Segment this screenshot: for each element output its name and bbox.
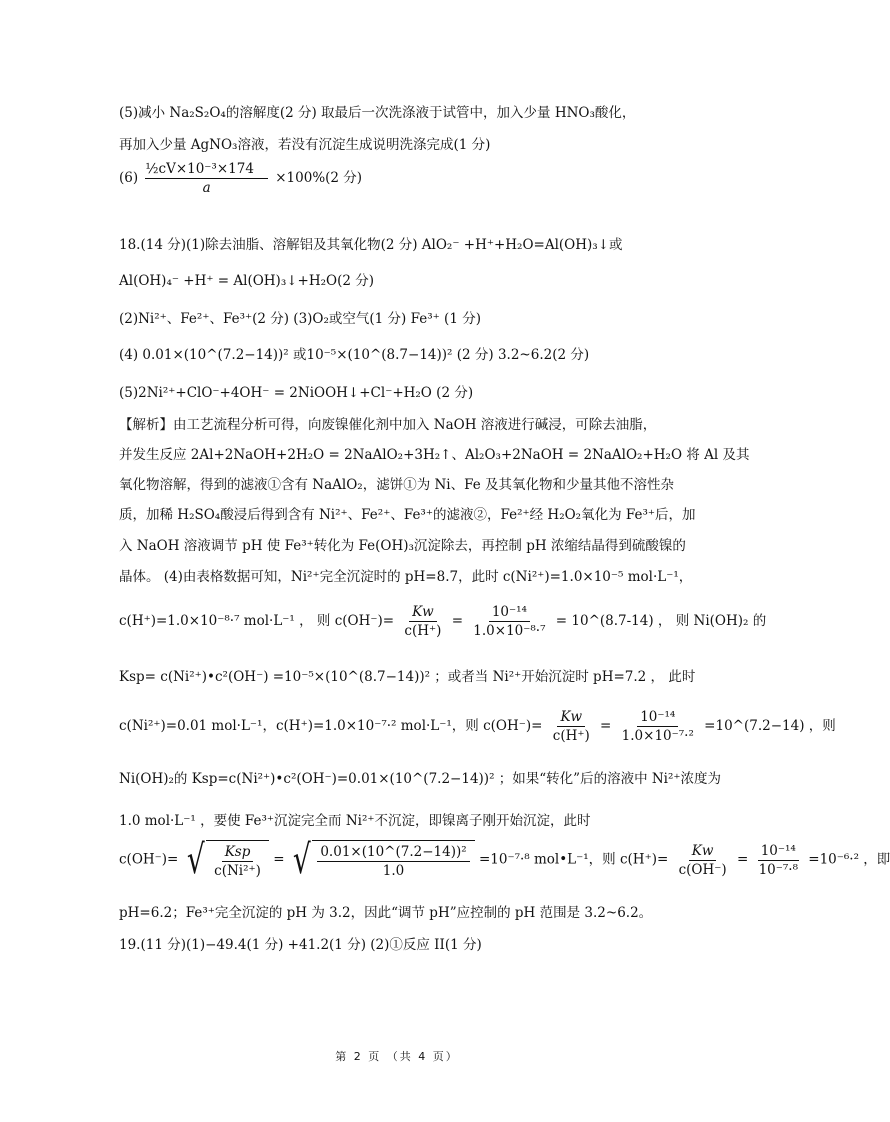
answer-6-fraction [145, 160, 268, 197]
answer-6-numerator: ½cV×10⁻³×174 [145, 160, 268, 179]
sqrt-1 [183, 837, 269, 883]
q18-line-4: (4) 0.01×(10^(7.2−14))² 或10⁻⁵×(10^(8.7−14))² (2 分) 3.2~6.2(2 分) [119, 347, 590, 363]
analysis-7-text-a: c(H⁺)=1.0×10⁻⁸·⁷ mol·L⁻¹ ， 则 c(OH⁻)= [119, 613, 395, 629]
value-denominator-3: 1.0 [382, 863, 405, 879]
value-denominator-2: 1.0×10⁻⁷·² [621, 728, 694, 744]
q18-line-5: (5)2Ni²⁺+ClO⁻+4OH⁻ = 2NiOOH↓+Cl⁻+H₂O (2 分) [119, 385, 474, 401]
analysis-line-13: pH=6.2；Fe³⁺完全沉淀的 pH 为 3.2，因此“调节 pH”应控制的 pH 范围是 3.2~6.2。 [119, 905, 653, 921]
value-denominator-4: 10⁻⁷·⁸ [758, 861, 798, 878]
q18-line-2: Al(OH)₄⁻ +H⁺ = Al(OH)₃↓+H₂O(2 分) [119, 273, 375, 289]
value-numerator-3: 0.01×(10^(7.2−14))² [317, 843, 469, 862]
h-denominator-2: c(H⁺) [552, 728, 590, 744]
answer-6-formula [119, 160, 362, 197]
analysis-9-text-c: =10^(7.2−14) ，则 [704, 718, 836, 734]
answer-5-line-1: (5)减小 Na₂S₂O₄的溶解度(2 分) 取最后一次洗涤液于试管中，加入少量 HNO₃酸化， [119, 105, 636, 121]
analysis-line-2: 并发生反应 2Al+2NaOH+2H₂O = 2NaAlO₂+3H₂↑、Al₂O₃+2NaOH = 2NaAlO₂+H₂O 将 Al 及其 [119, 447, 750, 463]
value-fraction-4 [756, 842, 801, 879]
answer-6-denominator: a [202, 180, 211, 196]
ksp-fraction [211, 843, 264, 880]
value-denominator: 1.0×10⁻⁸·⁷ [473, 623, 546, 639]
value-fraction [470, 603, 548, 640]
radical-sign-2: √ [292, 837, 311, 883]
analysis-line-4: 质，加稀 H₂SO₄酸浸后得到含有 Ni²⁺、Fe²⁺、Fe³⁺的滤液②，Fe²⁺经 H₂O₂氧化为 Fe³⁺后，加 [119, 507, 696, 523]
radical-sign-1: √ [186, 837, 205, 883]
q18-line-3: (2)Ni²⁺、Fe²⁺、Fe³⁺(2 分) (3)O₂或空气(1 分) Fe³⁺ (1 分) [119, 311, 481, 327]
analysis-line-6: 晶体。 (4)由表格数据可知，Ni²⁺完全沉淀时的 pH=8.7，此时 c(Ni²⁺)=1.0×10⁻⁵ mol·L⁻¹， [119, 569, 693, 585]
kw-numerator: Kw [409, 603, 437, 622]
analysis-line-1: 【解析】由工艺流程分析可得，向废镍催化剂中加入 NaOH 溶液进行碱浸，可除去油脂， [119, 417, 657, 433]
answer-6-label: (6) [119, 170, 139, 186]
q18-line-1: 18.(14 分)(1)除去油脂、溶解铝及其氧化物(2 分) AlO₂⁻ +H⁺+H₂O=Al(OH)₃↓或 [119, 237, 623, 253]
analysis-12-text-c: =10⁻⁶·² ，即 [808, 851, 890, 868]
value-fraction-2 [619, 708, 697, 745]
analysis-12-text-b: =10⁻⁷·⁸ mol•L⁻¹，则 c(H⁺)= [478, 851, 669, 868]
h-denominator: c(H⁺) [404, 623, 442, 639]
value-numerator: 10⁻¹⁴ [489, 603, 530, 622]
answer-6-suffix: ×100%(2 分) [275, 170, 363, 186]
analysis-9-text-a: c(Ni²⁺)=0.01 mol·L⁻¹，c(H⁺)=1.0×10⁻⁷·² mol·L⁻¹，则 c(OH⁻)= [119, 718, 543, 734]
kw-over-h-fraction-2 [550, 708, 593, 745]
value-numerator-4: 10⁻¹⁴ [758, 842, 799, 861]
sqrt-2 [289, 837, 475, 883]
analysis-line-10: Ni(OH)₂的 Ksp=c(Ni²⁺)•c²(OH⁻)=0.01×(10^(7.2−14))² ；如果“转化”后的溶液中 Ni²⁺浓度为 [119, 771, 722, 787]
analysis-line-9: c(Ni²⁺)=0.01 mol·L⁻¹，c(H⁺)=1.0×10⁻⁷·² mol·L⁻¹，则 c(OH⁻)= $\frac{Kw}{c(H^+)}$ = $\frac{\text{10⁻¹⁴}}{\text{1.0×10⁻⁷·²}}$ =10^(7.2−14) ，则 [119, 709, 836, 744]
analysis-7-text-c: = 10^(8.7-14) ， 则 Ni(OH)₂ 的 [555, 613, 767, 629]
answer-5-line-2: 再加入少量 AgNO₃溶液，若没有沉淀生成说明洗涤完成(1 分) [119, 137, 491, 153]
kw-over-h-fraction [401, 603, 444, 640]
analysis-line-5: 入 NaOH 溶液调节 pH 使 Fe³⁺转化为 Fe(OH)₃沉淀除去，再控制 pH 浓缩结晶得到硫酸镍的 [119, 538, 686, 554]
value-numerator-2: 10⁻¹⁴ [637, 708, 678, 727]
analysis-line-8: Ksp= c(Ni²⁺)•c²(OH⁻) =10⁻⁵×(10^(8.7−14))² ；或者当 Ni²⁺开始沉淀时 pH=7.2 ， 此时 [119, 669, 696, 685]
value-fraction-3 [317, 843, 469, 880]
kw-numerator-3: Kw [689, 842, 717, 861]
kw-numerator-2: Kw [557, 708, 585, 727]
q19-line-1: 19.(11 分)(1)−49.4(1 分) +41.2(1 分) (2)①反应 II(1 分) [119, 937, 482, 953]
page-footer: 第 2 页 （共 4 页） [335, 1050, 459, 1063]
ni-denominator: c(Ni²⁺) [214, 863, 261, 879]
analysis-line-3: 氧化物溶解，得到的滤液①含有 NaAlO₂，滤饼①为 Ni、Fe 及其氧化物和少量其他不溶性杂 [119, 477, 675, 493]
equals-sign: = [451, 613, 468, 629]
analysis-line-7 [119, 603, 766, 640]
analysis-line-11: 1.0 mol·L⁻¹ ，要使 Fe³⁺沉淀完全而 Ni²⁺不沉淀，即镍离子刚开始沉淀，此时 [119, 813, 591, 829]
kw-over-oh-fraction [676, 842, 730, 879]
ksp-numerator: Ksp [222, 843, 254, 862]
oh-denominator: c(OH⁻) [678, 861, 727, 878]
analysis-12-text-a: c(OH⁻)= [119, 851, 179, 868]
analysis-line-12: c(OH⁻)= √ $\frac{\text{Ksp}}{\text{c(Ni²⁺)}}$ = √ $\frac{\text{0.01×(10\textasciicircum{}(7.2−14))²}}{1.0}$ =10⁻⁷·⁸ mol•L⁻¹，则 c(H⁺)= $\frac{Kw}{c(OH^-)}$ = $\frac{\text{10⁻¹⁴}}{\text{10⁻⁷·⁸}}$ =10⁻⁶·² ，即 [119, 837, 890, 883]
